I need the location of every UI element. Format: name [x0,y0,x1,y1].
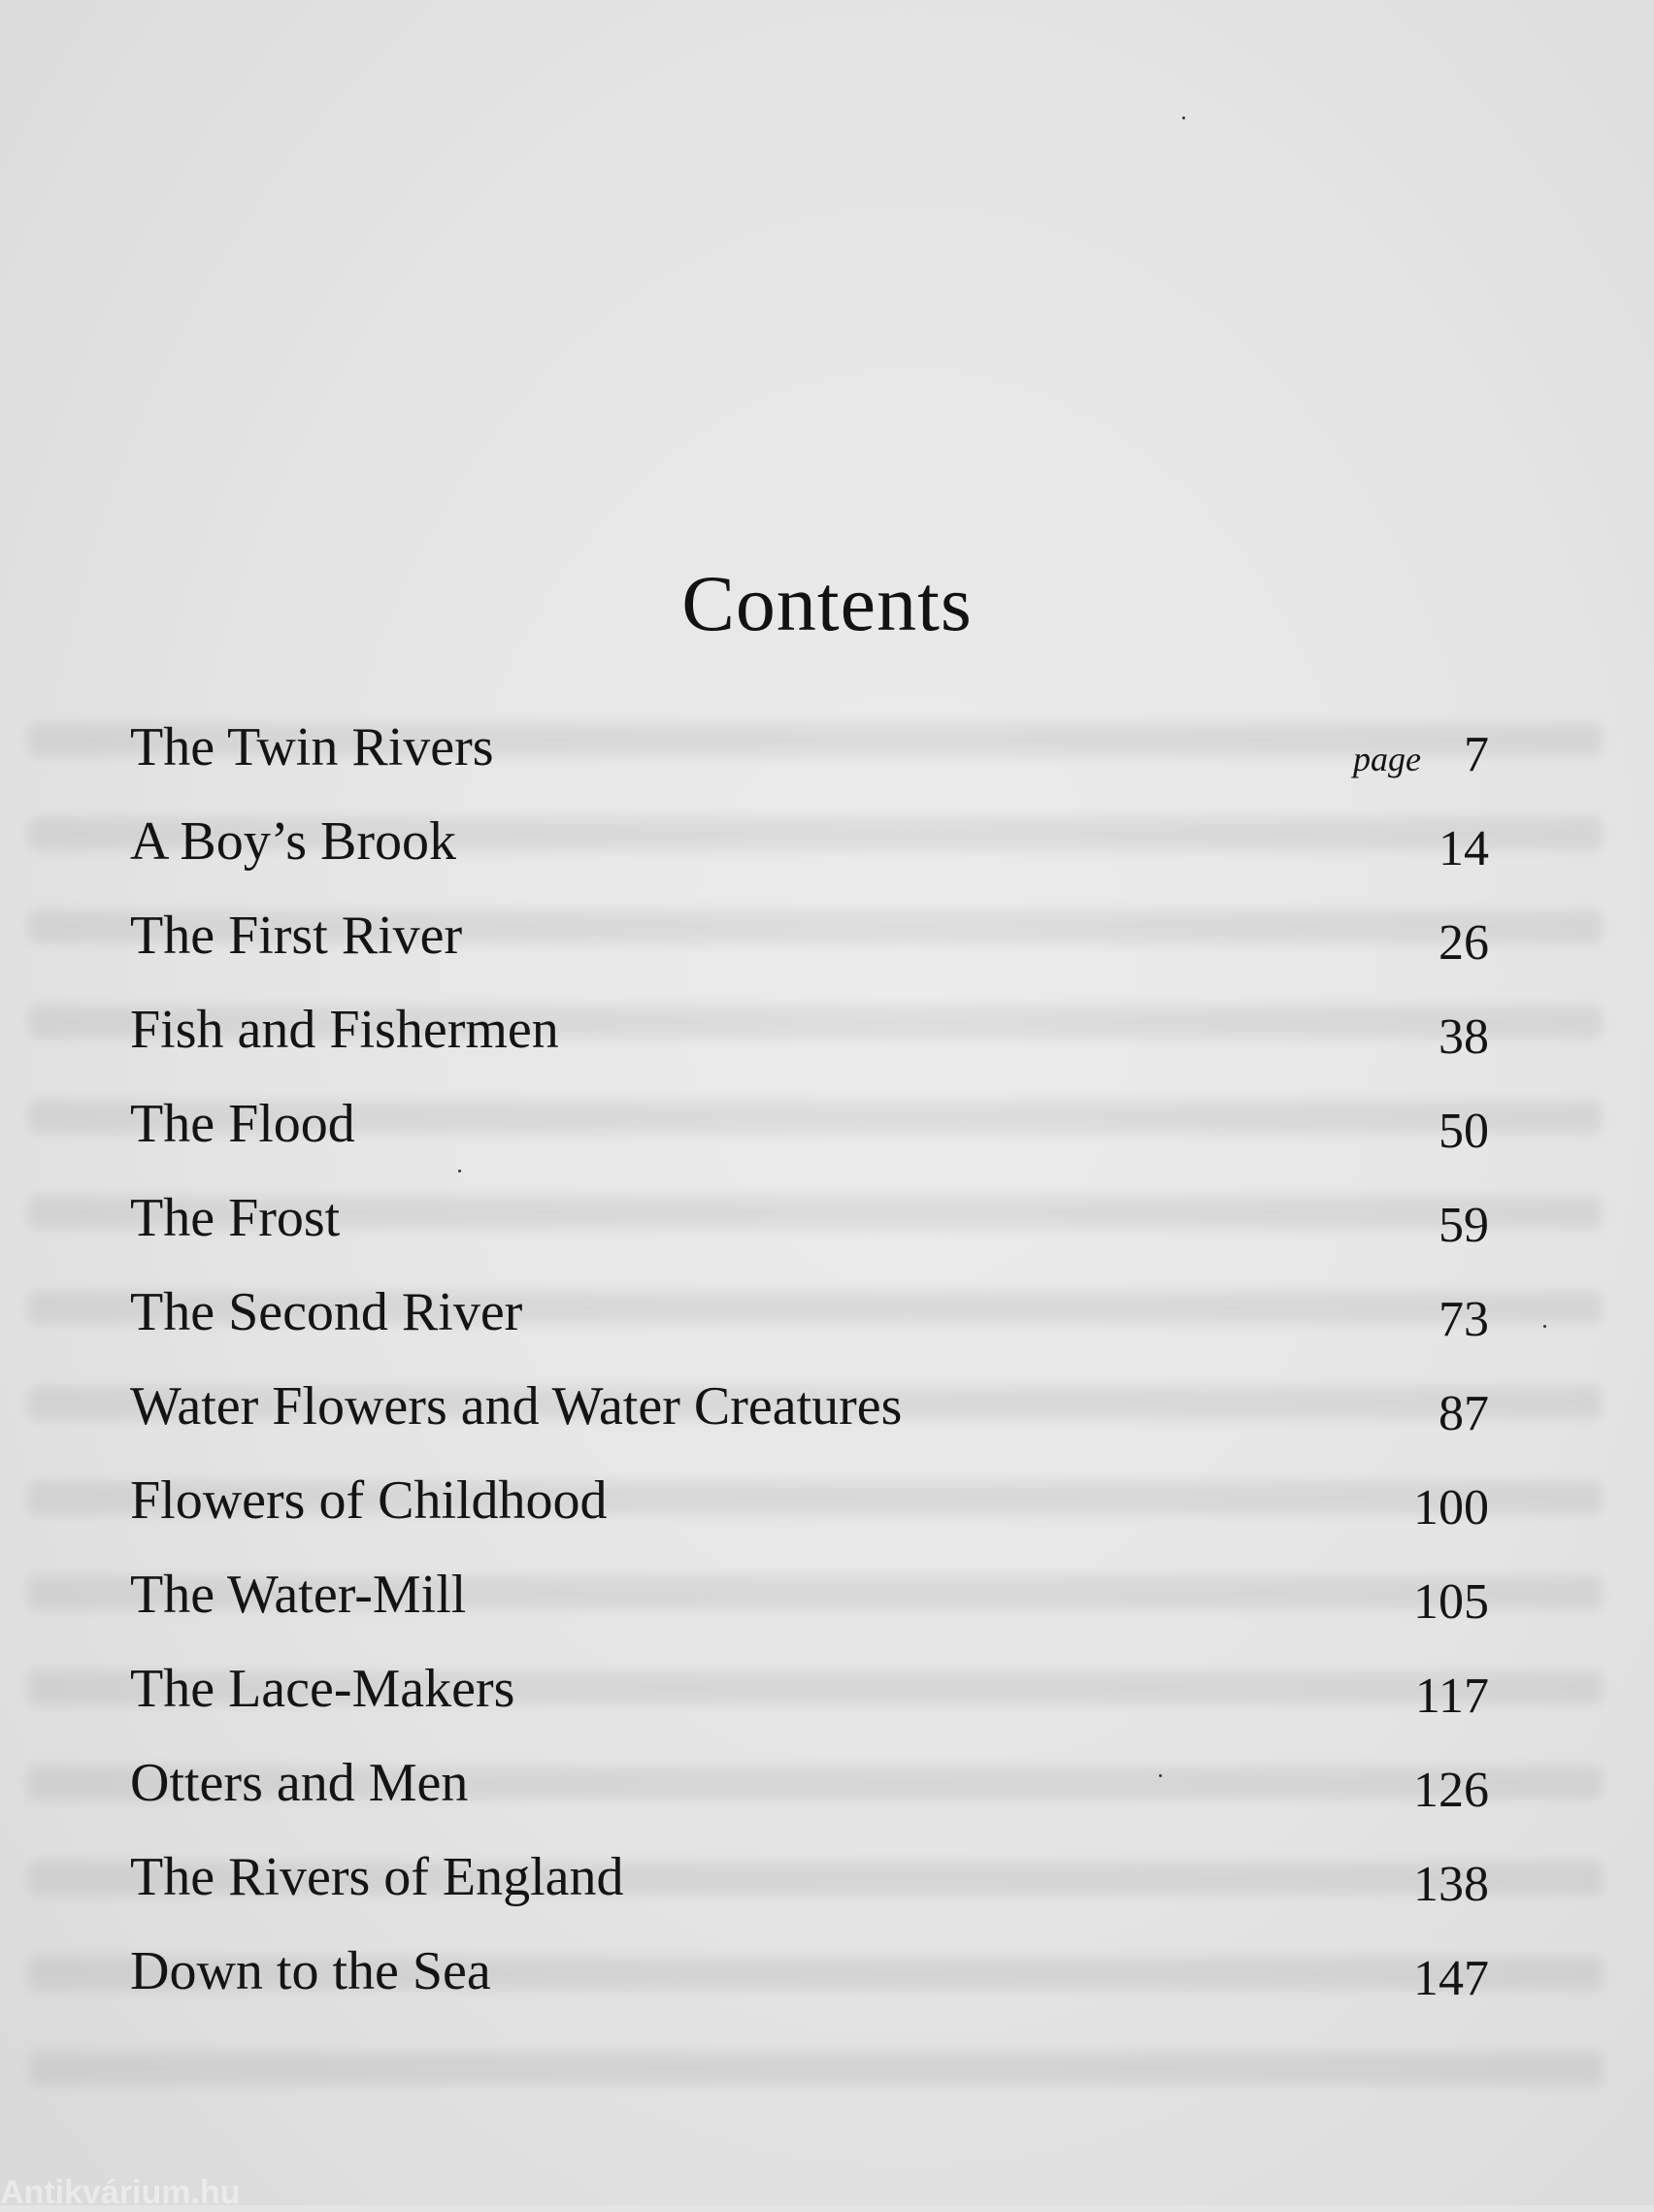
page-number: 26 [1439,915,1489,971]
page-number: 138 [1413,1857,1489,1912]
toc-entry[interactable] [130,1080,1489,1168]
toc-entry[interactable] [130,1645,1489,1733]
toc-entry[interactable] [130,1174,1489,1262]
toc-entry[interactable] [130,1833,1489,1921]
watermark: Antikvárium.hu [0,2174,241,2211]
page-number: 87 [1439,1386,1489,1441]
page-number: 105 [1413,1574,1489,1630]
toc-entry[interactable] [130,1363,1489,1450]
chapter-title: The Lace-Makers [130,1659,515,1719]
chapter-title: A Boy’s Brook [130,811,457,872]
page-number: 59 [1439,1198,1489,1253]
page-number: 100 [1413,1480,1489,1535]
page-title: Contents [681,559,973,647]
chapter-title: Water Flowers and Water Creatures [130,1376,903,1436]
toc-entry[interactable] [130,704,1489,791]
page-number: 147 [1413,1951,1489,2006]
page-number: 38 [1439,1009,1489,1065]
page-number: 7 [1464,727,1489,782]
chapter-title: Otters and Men [130,1753,469,1813]
page-number: 50 [1439,1104,1489,1159]
chapter-title: The Water-Mill [130,1565,467,1625]
chapter-title: The Flood [130,1094,355,1154]
toc-entry[interactable] [130,1928,1489,2015]
chapter-title: The Frost [130,1188,341,1248]
toc-entry[interactable] [130,1457,1489,1544]
page-number: 73 [1439,1292,1489,1347]
chapter-title: Fish and Fishermen [130,1000,559,1060]
toc-entry[interactable] [130,1739,1489,1827]
toc-entry[interactable] [130,1269,1489,1356]
toc-entry[interactable] [130,1551,1489,1638]
toc-entry[interactable] [130,892,1489,979]
chapter-title: Down to the Sea [130,1941,491,2001]
chapter-title: The Twin Rivers [130,717,494,777]
toc-entry[interactable] [130,798,1489,885]
page-number: 117 [1414,1668,1489,1724]
chapter-title: The Second River [130,1282,523,1342]
toc-entry[interactable] [130,986,1489,1073]
chapter-title: The First River [130,906,463,966]
page-number: 126 [1413,1763,1489,1818]
page-label: page [1353,740,1421,778]
chapter-title: Flowers of Childhood [130,1470,608,1531]
page-number: 14 [1439,821,1489,876]
chapter-title: The Rivers of England [130,1847,624,1907]
